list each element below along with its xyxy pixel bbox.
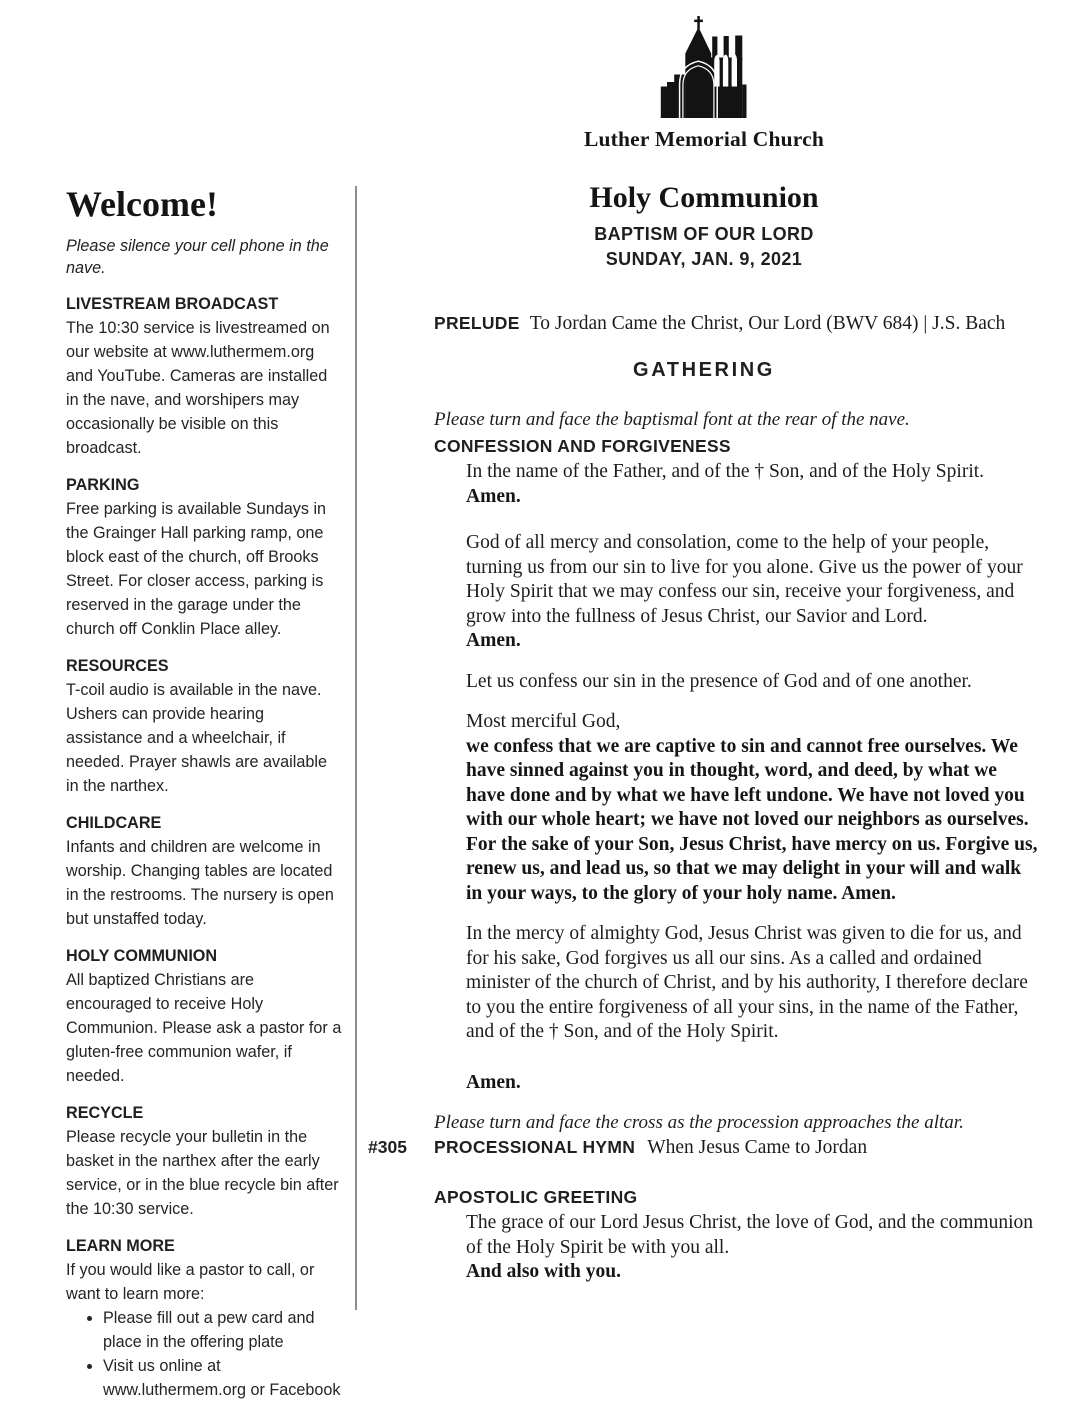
- info-body: The 10:30 service is livestreamed on our website at www.luthermem.org and YouTube. Cameras are installed in the nave, and worshipers may occasionally be visible on this broadcast.: [66, 319, 330, 457]
- info-body: T-coil audio is available in the nave. Ushers can provide hearing assistance and a wheelchair, if needed. Prayer shawls are available in the narthex.: [66, 681, 327, 795]
- confession-invitation: Let us confess our sin in the presence of God and of one another.: [466, 670, 972, 692]
- processional-hymn-row: [368, 1137, 1040, 1159]
- list-item: • Visit us online at www.luthermem.org or Facebook: [103, 1354, 344, 1402]
- hymn-number: #305: [368, 1137, 407, 1157]
- processional-hymn-title: When Jesus Came to Jordan: [647, 1137, 868, 1158]
- column-divider: [355, 186, 357, 1310]
- info-section-livestream: [66, 292, 344, 460]
- info-body: Free parking is available Sundays in the Grainger Hall parking ramp, one block east of the church, off Brooks Street. For closer access, parking is reserved in the garage under the church off Conklin Place alley.: [66, 500, 327, 638]
- service-date: SUNDAY, JAN. 9, 2021: [605, 249, 803, 269]
- confession-heading: CONFESSION AND FORGIVENESS: [434, 436, 731, 456]
- church-icon: [658, 14, 750, 120]
- confession-prayer-text: we confess that we are captive to sin and cannot free ourselves. We have sinned against you in thought, word, and deed, by what we have done and by what we have left undone. We have not loved you with our whole heart; we have not loved our neighbors as ourselves. For the sake of your Son, Jesus Christ, have mercy on us. Forgive us, renew us, and lead us, so that we may delight in your will and walk in your ways, to the glory of your holy name. Amen.: [466, 735, 1038, 904]
- info-heading: LIVESTREAM BROADCAST: [66, 295, 279, 313]
- confession-intro: Most merciful God,: [466, 711, 621, 732]
- info-heading: PARKING: [66, 476, 140, 494]
- info-body: If you would like a pastor to call, or want to learn more:: [66, 1261, 315, 1303]
- welcome-title: Welcome!: [66, 184, 218, 224]
- church-masthead: [368, 14, 1040, 152]
- church-name: Luther Memorial Church: [583, 127, 825, 151]
- info-body: All baptized Christians are encouraged to receive Holy Communion. Please ask a pastor for a gluten-free communion wafer, if needed.: [66, 971, 342, 1085]
- greeting-text: The grace of our Lord Jesus Christ, the love of God, and the communion of the Holy Spirit be with you all.: [466, 1212, 1033, 1258]
- info-section-holy-communion: [66, 944, 344, 1088]
- invocation-text: In the name of the Father, and of the † Son, and of the Holy Spirit.: [466, 461, 985, 482]
- service-subtitle: BAPTISM OF OUR LORD: [594, 224, 814, 244]
- processional-hymn-label: PROCESSIONAL HYMN: [434, 1137, 636, 1157]
- prelude-label: PRELUDE: [434, 313, 520, 333]
- info-heading: CHILDCARE: [66, 814, 162, 832]
- info-body: Infants and children are welcome in worship. Changing tables are located in the restrooms. The nursery is open but unstaffed today.: [66, 838, 334, 928]
- learn-more-list: [66, 1306, 344, 1402]
- absolution-text: In the mercy of almighty God, Jesus Christ was given to die for us, and for his sake, God forgives us all our sins. As a called and ordained minister of the church of Christ, and by his authority, I therefore declare to you the entire forgiveness of all your sins, in the name of the Father, and of the † Son, and of the Holy Spirit.: [466, 923, 1028, 1042]
- silence-phone-note: Please silence your cell phone in the nave.: [66, 237, 329, 277]
- rubric-procession: Please turn and face the cross as the procession approaches the altar.: [434, 1112, 964, 1133]
- service-title: Holy Communion: [589, 181, 819, 214]
- info-section-resources: [66, 654, 344, 798]
- apostolic-greeting-heading: APOSTOLIC GREETING: [434, 1187, 638, 1207]
- welcome-sidebar: [66, 183, 344, 1402]
- service-order: [368, 180, 1040, 1285]
- info-body: Please recycle your bulletin in the basket in the narthex after the early service, or in the blue recycle bin after the 10:30 service.: [66, 1128, 339, 1218]
- greeting-response: And also with you.: [466, 1261, 621, 1282]
- info-heading: RESOURCES: [66, 657, 169, 675]
- info-section-recycle: [66, 1101, 344, 1221]
- prelude-row: [434, 310, 1040, 338]
- list-item: • Please fill out a pew card and place in the offering plate: [103, 1306, 344, 1354]
- info-heading: LEARN MORE: [66, 1237, 175, 1255]
- info-heading: RECYCLE: [66, 1104, 144, 1122]
- info-section-learn-more: [66, 1234, 344, 1402]
- response-amen: Amen.: [466, 630, 521, 651]
- info-section-childcare: [66, 811, 344, 931]
- prayer-of-mercy: God of all mercy and consolation, come to the help of your people, turning us from our sin to live for you alone. Give us the power of your Holy Spirit that we may confess our sin, receive your forgiveness, and grow into the fullness of Jesus Christ, our Savior and Lord.: [466, 532, 1023, 627]
- confession-prayer: [466, 710, 1040, 906]
- rubric-baptismal-font: Please turn and face the baptismal font at the rear of the nave.: [434, 409, 910, 430]
- info-heading: HOLY COMMUNION: [66, 947, 218, 965]
- hymn-entry: [434, 1137, 867, 1159]
- response-amen: Amen.: [466, 1071, 521, 1093]
- info-section-parking: [66, 473, 344, 641]
- gathering-heading: GATHERING: [633, 359, 775, 381]
- prelude-title: To Jordan Came the Christ, Our Lord (BWV 684) | J.S. Bach: [529, 313, 1006, 334]
- response-amen: Amen.: [466, 485, 521, 507]
